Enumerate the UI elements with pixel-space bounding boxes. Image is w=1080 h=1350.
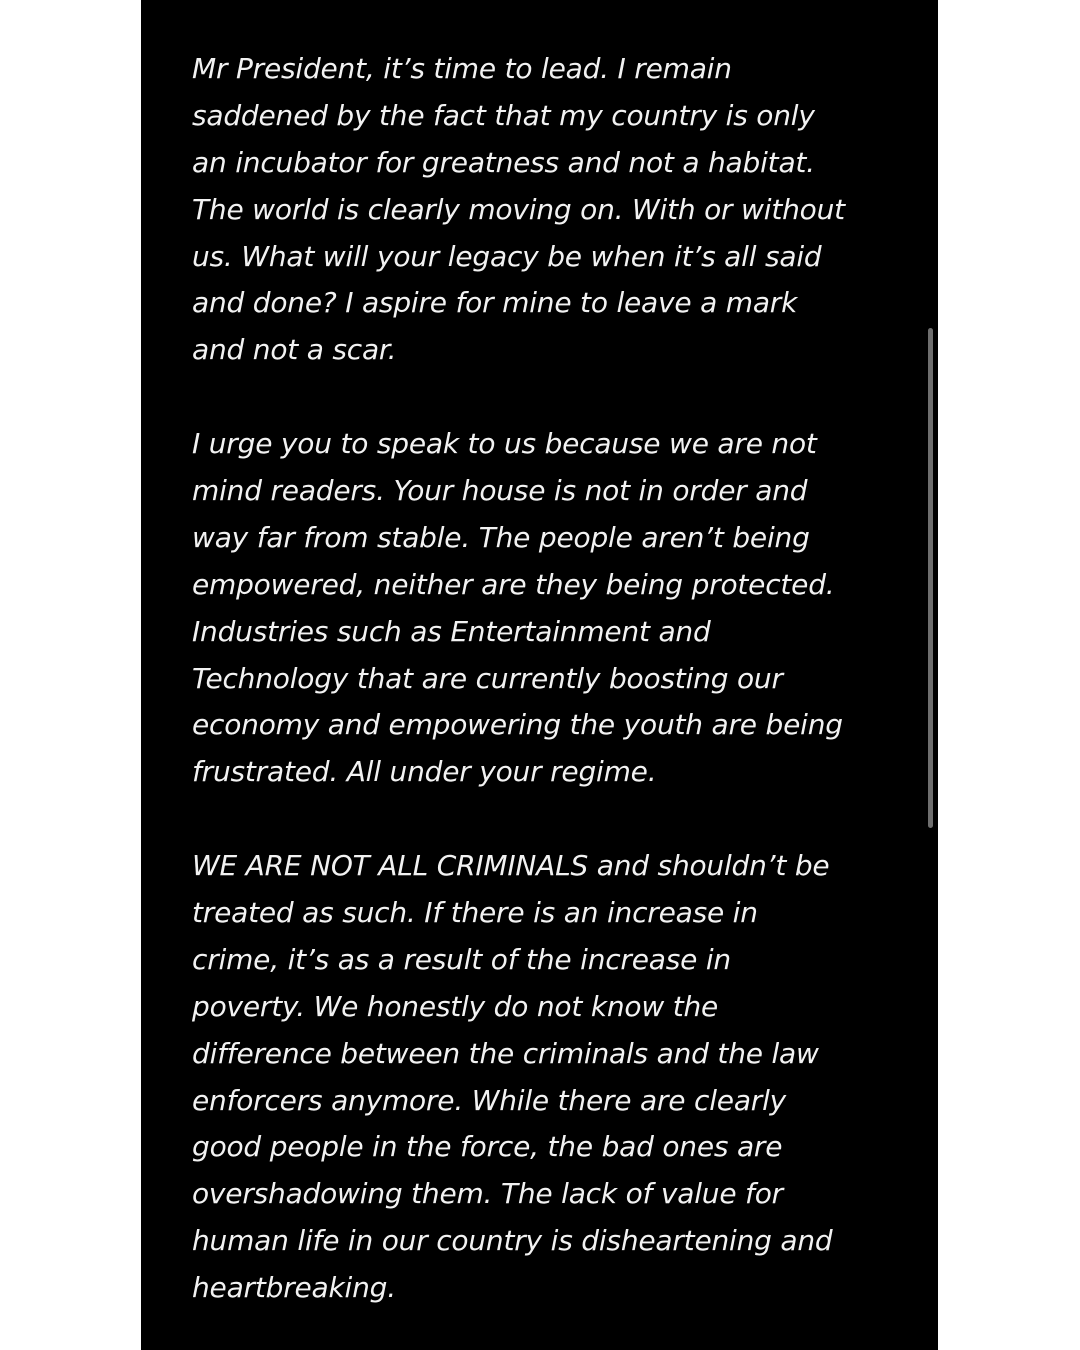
text-line: economy and empowering the youth are being xyxy=(192,708,843,742)
text-line: crime, it’s as a result of the increase in xyxy=(192,942,731,976)
paragraph-spacer xyxy=(192,796,902,843)
text-line: heartbreaking. xyxy=(192,1271,396,1305)
text-line: poverty. We honestly do not know the xyxy=(192,989,719,1023)
text-line: difference between the criminals and the law xyxy=(192,1036,819,1070)
notes-screen[interactable] xyxy=(141,0,938,1350)
text-line: frustrated. All under your regime. xyxy=(192,755,657,789)
note-body[interactable] xyxy=(192,46,902,1312)
text-line: I urge you to speak to us because we are not xyxy=(192,427,817,461)
text-line: saddened by the fact that my country is only xyxy=(192,98,815,132)
text-line: good people in the force, the bad ones are xyxy=(192,1130,783,1164)
text-line: an incubator for greatness and not a habitat. xyxy=(192,145,815,179)
text-line: human life in our country is disheartening and xyxy=(192,1224,833,1258)
text-line: Technology that are currently boosting our xyxy=(192,661,783,695)
paragraph-1 xyxy=(192,46,902,374)
vertical-scrollbar[interactable] xyxy=(928,328,933,828)
text-line: overshadowing them. The lack of value for xyxy=(192,1177,783,1211)
paragraph-2 xyxy=(192,421,902,796)
paragraph-3 xyxy=(192,843,902,1312)
text-line: us. What will your legacy be when it’s all said xyxy=(192,239,822,273)
text-line: Mr President, it’s time to lead. I remain xyxy=(192,52,732,85)
text-line: treated as such. If there is an increase in xyxy=(192,896,758,930)
text-line: and not a scar. xyxy=(192,333,397,367)
text-line: The world is clearly moving on. With or without xyxy=(192,192,845,226)
text-line: mind readers. Your house is not in order and xyxy=(192,474,808,508)
text-line: enforcers anymore. While there are clearly xyxy=(192,1083,787,1117)
paragraph-spacer xyxy=(192,374,902,421)
text-line: way far from stable. The people aren’t being xyxy=(192,520,810,554)
text-line: and done? I aspire for mine to leave a mark xyxy=(192,286,798,320)
text-line: empowered, neither are they being protected. xyxy=(192,567,835,601)
text-line: Industries such as Entertainment and xyxy=(192,614,711,648)
text-line: WE ARE NOT ALL CRIMINALS and shouldn’t be xyxy=(192,849,830,883)
